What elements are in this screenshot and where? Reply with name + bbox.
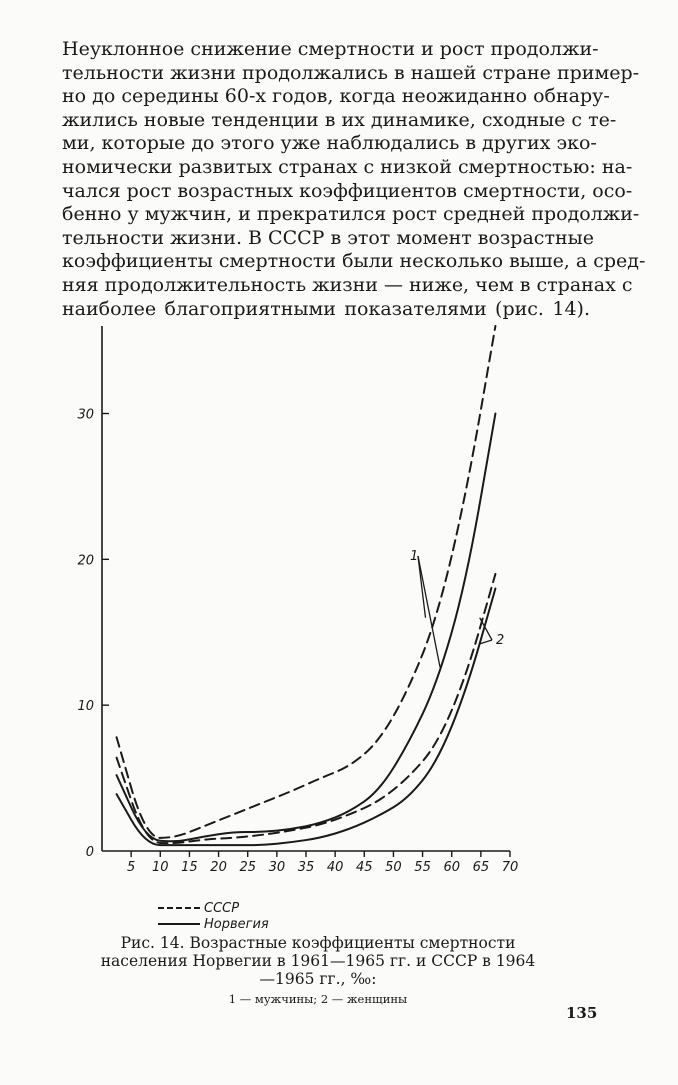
y-tick-label: 0 xyxy=(85,845,94,860)
text-line: няя продолжительность жизни — ниже, чем в странах с xyxy=(62,273,633,296)
series-line xyxy=(117,574,496,843)
legend-label-norway: Норвегия xyxy=(204,916,269,932)
annotation-label: 1 xyxy=(410,549,419,564)
text-line: ми, которые до этого уже наблюдались в других эко- xyxy=(62,132,597,155)
page-number: 135 xyxy=(566,1004,598,1022)
text-line: жились новые тенденции в их динамике, сходные с те- xyxy=(62,108,617,131)
text-line: коэффициенты смертности были несколько выше, а сред- xyxy=(62,250,646,273)
figure-caption: Рис. 14. Возрастные коэффициенты смертности населения Норвегии в 1961—1965 гг. и СССР в 1964—1965 гг., ‰: xyxy=(100,934,536,988)
solid-line-swatch xyxy=(158,923,200,925)
text-line: тельности жизни продолжались в нашей стране пример- xyxy=(62,61,640,84)
x-tick-label: 20 xyxy=(210,860,227,875)
x-tick-label: 35 xyxy=(297,860,315,875)
y-tick-label: 20 xyxy=(77,553,94,569)
x-tick-label: 30 xyxy=(268,860,286,875)
text-line: чался рост возрастных коэффициентов смертности, осо- xyxy=(62,179,633,202)
text-line: наиболее благоприятными показателями (рис. 14). xyxy=(62,297,590,320)
text-line: номически развитых странах с низкой смертностью: на- xyxy=(62,155,633,178)
legend-label-ussr: СССР xyxy=(204,900,240,916)
dashed-line-swatch xyxy=(158,907,200,909)
y-tick-label: 10 xyxy=(77,699,94,715)
y-tick-label: 30 xyxy=(77,407,94,423)
x-tick-label: 10 xyxy=(152,860,169,875)
series-line xyxy=(117,414,496,842)
series-line xyxy=(117,326,496,838)
x-tick-label: 45 xyxy=(356,860,373,875)
legend-item-norway xyxy=(158,916,269,932)
text-line: Неуклонное снижение смертности и рост продолжи- xyxy=(62,38,599,60)
chart-legend xyxy=(158,900,269,932)
x-tick-label: 25 xyxy=(239,860,256,875)
x-tick-label: 50 xyxy=(385,860,402,875)
x-tick-label: 15 xyxy=(181,860,198,875)
series-line xyxy=(117,589,496,846)
annotation-label: 2 xyxy=(496,633,505,648)
text-line: тельности жизни. В СССР в этот момент возрастные xyxy=(62,226,594,249)
x-tick-label: 5 xyxy=(127,860,136,875)
figure-caption-notes: 1 — мужчины; 2 — женщины xyxy=(228,992,408,1006)
x-tick-label: 70 xyxy=(501,860,519,875)
x-tick-label: 60 xyxy=(443,860,460,875)
text-line: но до середины 60-х годов, когда неожиданно обнару- xyxy=(62,85,610,108)
text-line: бенно у мужчин, и прекратился рост средней продолжи- xyxy=(62,203,640,226)
x-tick-label: 55 xyxy=(414,860,431,875)
x-tick-label: 65 xyxy=(472,860,490,875)
legend-item-ussr xyxy=(158,900,269,916)
x-tick-label: 40 xyxy=(326,860,344,875)
